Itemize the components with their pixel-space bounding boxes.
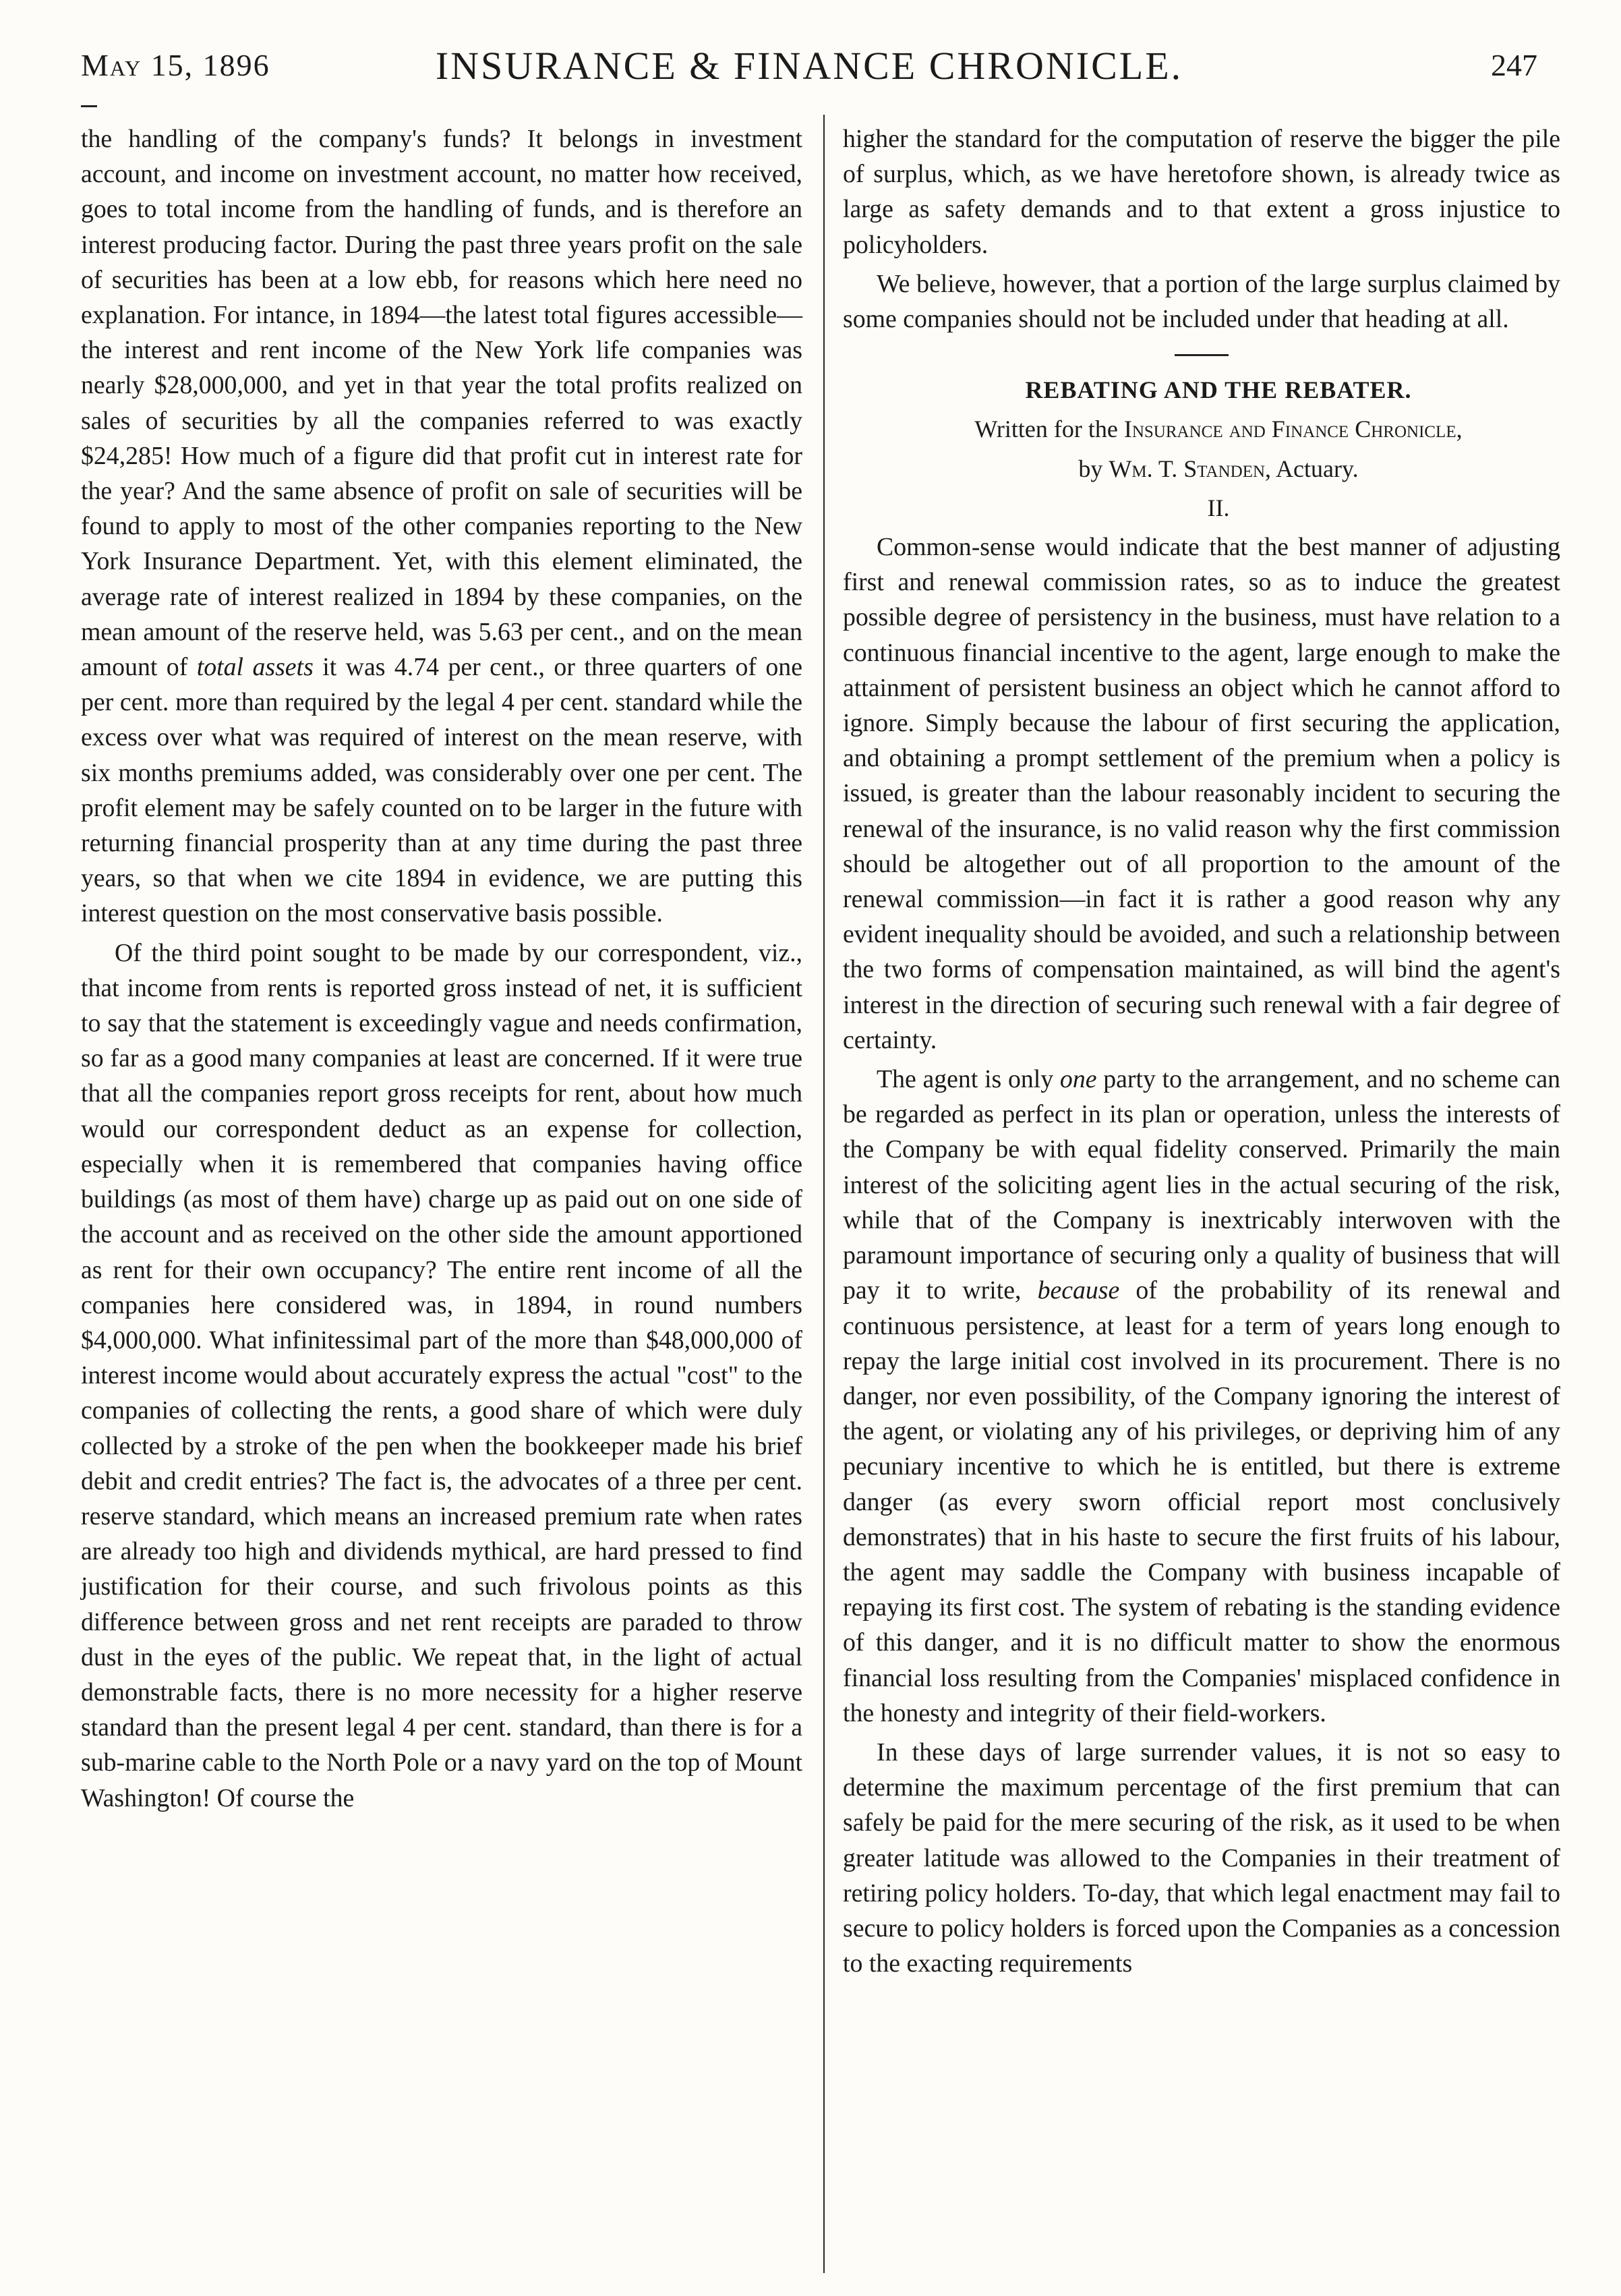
paragraph: Common-sense would indicate that the best manner of adjusting first and renewal commission rates, so as to induce the greatest possible degree of persistency in the business, must have relation to a continuous financial incentive to the agent, large enough to make the attainment of persistent business an object which he cannot afford to ignore. Simply because the labour of first securing the application, and obtaining a prompt settlement of the premium when a policy is issued, is greater than the labour reasonably incident to securing the renewal of the insurance, is no valid reason why the first commission should be altogether out of all proportion to the amount of the renewal commission—in fact it is rather a good reason why any evident inequality should be avoided, and such a relationship between the two forms of compensation maintained, as will bind the agent's interest in the direction of securing such renewal with a fair degree of certainty.: [843, 533, 1560, 1054]
paragraph: We believe, however, that a portion of the large surplus claimed by some companies should not be included under that heading at all.: [843, 269, 1560, 334]
byline-publication: Insurance and Finance Chronicle,: [1123, 415, 1463, 443]
italic-phrase: because: [1037, 1276, 1120, 1305]
byline-role: Actuary.: [1276, 455, 1359, 482]
byline: [843, 411, 1560, 447]
paragraph-text: party to the arrangement, and no scheme can be regarded as perfect in its plan or operation, unless the interests of the Company be with equal fidelity conserved. Primarily the main interest of the soliciting agent lies in the actual securing of the risk, while that of the Company is inextricably interwoven with the paramount importance of securing only a quality of business that will pay it to write,: [843, 1065, 1561, 1305]
italic-phrase: total assets: [196, 653, 314, 682]
paragraph: [843, 1062, 1560, 1731]
column-divider: [823, 115, 825, 2273]
issue-date: May 15, 1896: [81, 48, 270, 82]
paragraph-text: it was 4.74 per cent., or three quarters of one per cent. more than required by the legal 4 per cent. standard while the excess over what was required of interest on the mean reserve, with six months premiums added, was considerably over one per cent. The profit element may be safely counted on to be larger in the future with returning financial prosperity than at any time during the past three years, so that when we cite 1894 in evidence, we are putting this interest question on the most conservative basis possible.: [81, 653, 802, 928]
paragraph-text: the handling of the company's funds? It belongs in investment account, and income on investment account, no matter how received, goes to total income from the handling of funds, and is therefore an interest producing factor. During the past three years profit on the sale of securities has been at a low ebb, for reasons which here need no explanation. For intance, in 1894—the latest total figures accessible—the interest and rent income of the New York life companies was nearly $28,000,000, and yet in that year the total profits realized on sales of securities by all the companies referred to was exactly $24,285! How much of a figure did that profit cut in interest rate for the year? And the same absence of profit on sale of securities will be found to apply to most of the other companies reporting to the New York Insurance Department. Yet, with this element eliminated, the average rate of interest realized in 1894 by these companies, on the mean amount of the reserve held, was 5.63 per cent., and on the mean amount of: [81, 125, 802, 682]
section-rule: [1175, 354, 1229, 356]
paragraph: higher the standard for the computation of reserve the bigger the pile of surplus, which, as we have heretofore shown, is already twice as large as safety demands and to that extent a gross injustice to policyholders.: [843, 125, 1560, 259]
part-number: II.: [1207, 494, 1230, 521]
article-title: REBATING AND THE REBATER.: [1025, 376, 1412, 404]
left-column: [81, 121, 802, 1816]
paragraph-text: of the probability of its renewal and continuous persistence, at least for a term of years long enough to repay the large initial cost involved in its procurement. There is no danger, nor even possibility, of the Company ignoring the interest of the agent, or violating any of his privileges, or depriving him of any pecuniary incentive to which he is entitled, but there is extreme danger (as every sworn official report most conclusively demonstrates) that in his haste to secure the first fruits of his labour, the agent may saddle the Company with business incapable of repaying its first cost. The system of rebating is the standing evidence of this danger, and it is no difficult matter to show the enormous financial loss resulting from the Companies' misplaced confidence in the honesty and integrity of their field-workers.: [843, 1276, 1561, 1727]
page-header: [81, 44, 1537, 108]
paragraph-text: The agent is only: [877, 1065, 1054, 1094]
paragraph: Of the third point sought to be made by our correspondent, viz., that income from rents is reported gross instead of net, it is sufficient to say that the statement is exceedingly vague and needs confirmation, so far as a good many companies at least are concerned. If it were true that all the companies report gross receipts for rent, about how much would our correspondent deduct as an expense for collection, especially when it is remembered that companies having office buildings (as most of them have) charge up as paid out on one side of the account and as received on the other side the amount apportioned as rent for their own occupancy? The entire rent income of all the companies here considered was, in 1894, in round numbers $4,000,000. What infinitessimal part of the more than $48,000,000 of interest income would about accurately express the actual "cost" to the companies of collecting the rents, a good share of which were duly collected by a stroke of the pen when the bookkeeper made his brief debit and credit entries? The fact is, the advocates of a three per cent. reserve standard, which means an increased premium rate when rates are already too high and dividends mythical, are hard pressed to find justification for their course, and such frivolous points as this difference between gross and net rent receipts are paraded to throw dust in the eyes of the public. We repeat that, in the light of actual demonstrable facts, there is no more necessity for a higher reserve standard than the present legal 4 per cent. standard, than there is for a sub-marine cable to the North Pole or a navy yard on the top of Mount Washington! Of course the: [81, 938, 802, 1812]
header-dash: [81, 105, 97, 107]
italic-phrase: one: [1059, 1065, 1097, 1094]
byline-author: Wm. T. Standen,: [1109, 455, 1272, 482]
paragraph: In these days of large surrender values, it is not so easy to determine the maximum percentage of the first premium that can safely be paid for the mere securing of the risk, as it used to be when greater latitude was allowed to the Companies in their treatment of retiring policy holders. To-day, that which legal enactment may fail to secure to policy holders is forced upon the Companies as a concession to the exacting requirements: [843, 1738, 1560, 1978]
byline-by: by: [1078, 455, 1103, 482]
right-column: [843, 121, 1560, 1981]
byline-prefix: Written for the: [974, 415, 1118, 443]
publication-title: INSURANCE & FINANCE CHRONICLE.: [435, 44, 1183, 88]
page-number: 247: [1491, 48, 1537, 82]
byline-author-line: [843, 451, 1560, 486]
paragraph: [81, 121, 802, 931]
